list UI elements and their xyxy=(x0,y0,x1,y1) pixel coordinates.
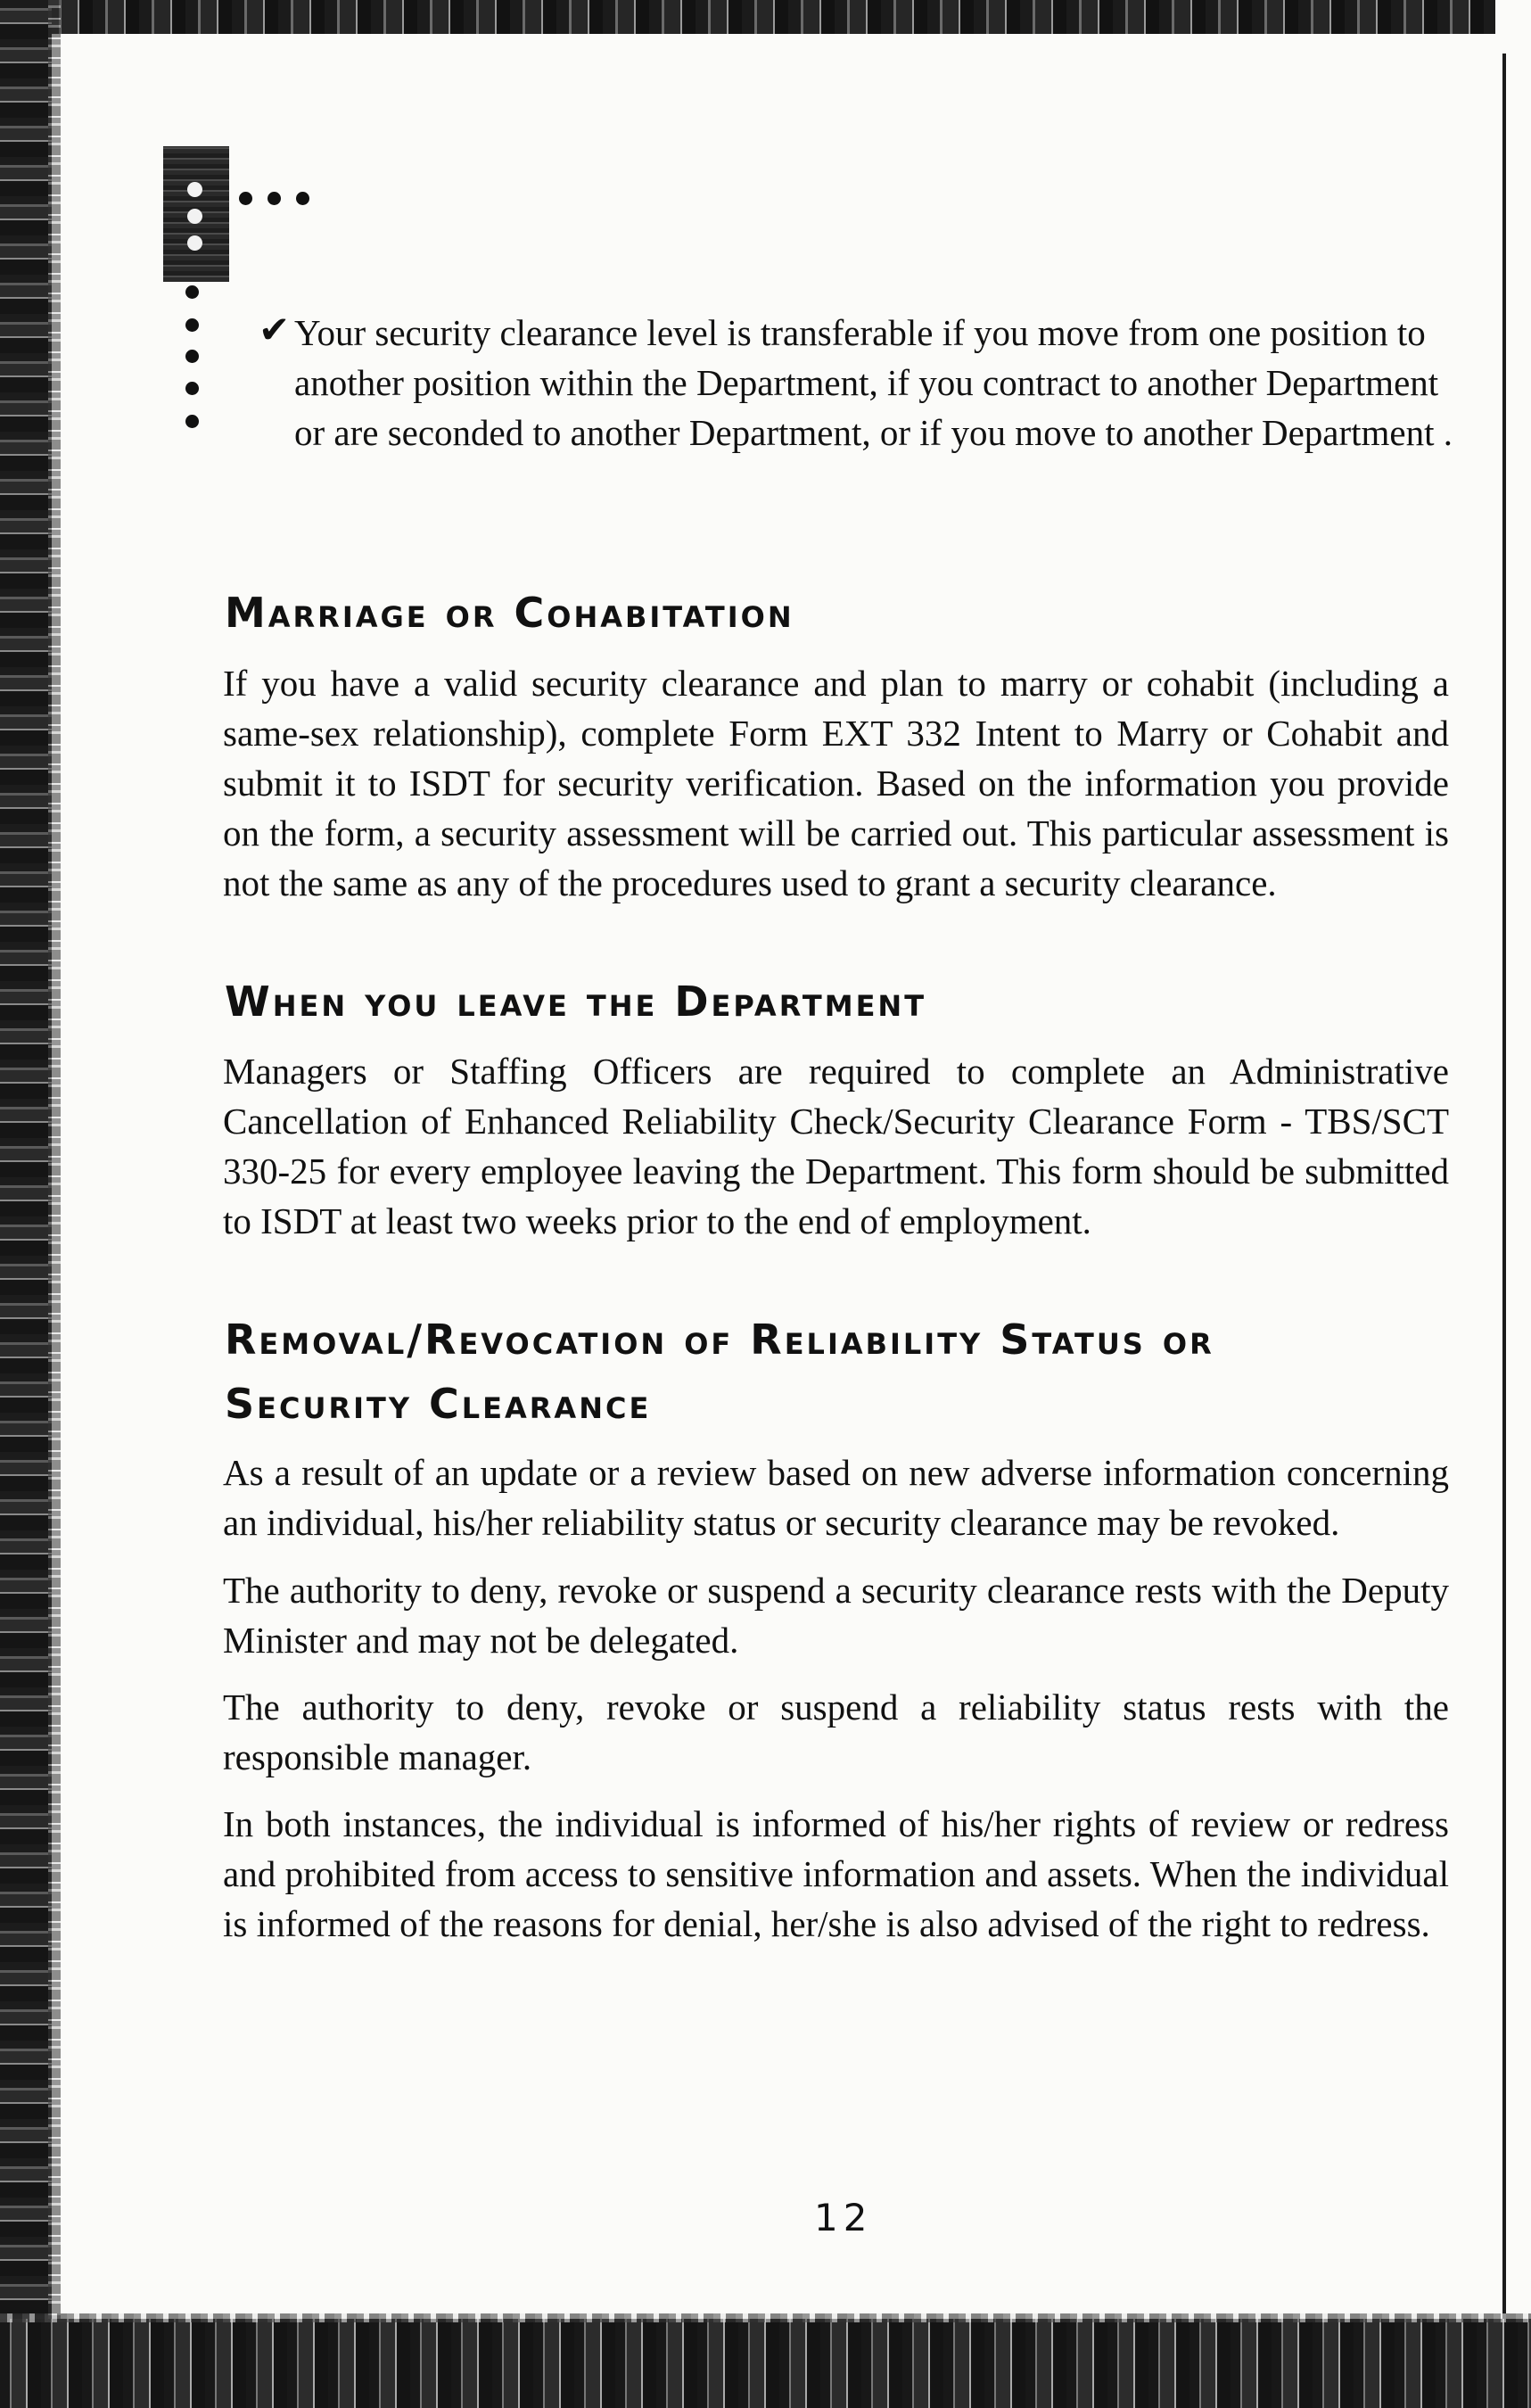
section-body-removal-p4: In both instances, the individual is informed of his/her rights of review or redress and prohibited from access to sensitive information and assets. When the individual is informed of the reasons for denial, her/she is also advised of the right to redress. xyxy=(223,1803,1449,1944)
section-body-removal-p2: The authority to deny, revoke or suspend a security clearance rests with the Deputy Minister and may not be delegated. xyxy=(223,1570,1449,1661)
section-heading-removal-line1: Removal/Revocation of Reliability Status or xyxy=(225,1315,1214,1364)
decorative-dot xyxy=(185,382,199,395)
decorative-dot xyxy=(185,415,199,428)
scan-edge-right xyxy=(1495,0,1531,2408)
scan-edge-bottom xyxy=(0,2319,1531,2408)
marker-dot xyxy=(187,209,202,224)
bullet-text: Your security clearance level is transferable if you move from one position to another position within the Department, if you contract to another Department or are seconded to another Department, or if you move to another Department . xyxy=(294,312,1453,453)
section-heading-marriage: Marriage or Cohabitation xyxy=(225,589,794,637)
decorative-dot xyxy=(239,192,252,205)
section-body-leave: Managers or Staffing Officers are required to complete an Administrative Cancellation of Enhanced Reliability Check/Security Clearance Form - TBS/SCT 330-25 for every employee leaving the Department. This form should be submitted to ISDT at least two weeks prior to the end of employment. xyxy=(223,1051,1449,1241)
checkmark-icon: ✔ xyxy=(259,308,291,351)
bullet-paragraph xyxy=(294,308,1453,458)
section-body-removal-p3: The authority to deny, revoke or suspend a reliability status rests with the responsible manager. xyxy=(223,1686,1449,1777)
decorative-dot xyxy=(185,350,199,363)
section-body-removal-p1: As a result of an update or a review based on new adverse information concerning an individual, his/her reliability status or security clearance may be revoked. xyxy=(223,1452,1449,1543)
decorative-dot xyxy=(296,192,309,205)
decorative-dot xyxy=(185,285,199,299)
decorative-dot xyxy=(268,192,281,205)
decorative-marker-block xyxy=(163,146,229,282)
section-heading-leave: When you leave the Department xyxy=(225,977,927,1026)
section-body-marriage: If you have a valid security clearance and plan to marry or cohabit (including a same-sex relationship), complete Form EXT 332 Intent to Marry or Cohabit and submit it to ISDT for security verification. Based on the information you provide on the form, a security assessment will be carried out. This particular assessment is not the same as any of the procedures used to grant a security clearance. xyxy=(223,663,1449,903)
scan-edge-left xyxy=(0,0,52,2408)
section-heading-removal-line2: Security Clearance xyxy=(225,1380,652,1428)
scan-edge-top xyxy=(0,0,1531,34)
marker-dot xyxy=(187,182,202,197)
page-number: 12 xyxy=(814,2196,873,2239)
decorative-dot xyxy=(185,318,199,332)
marker-dot xyxy=(187,235,202,251)
